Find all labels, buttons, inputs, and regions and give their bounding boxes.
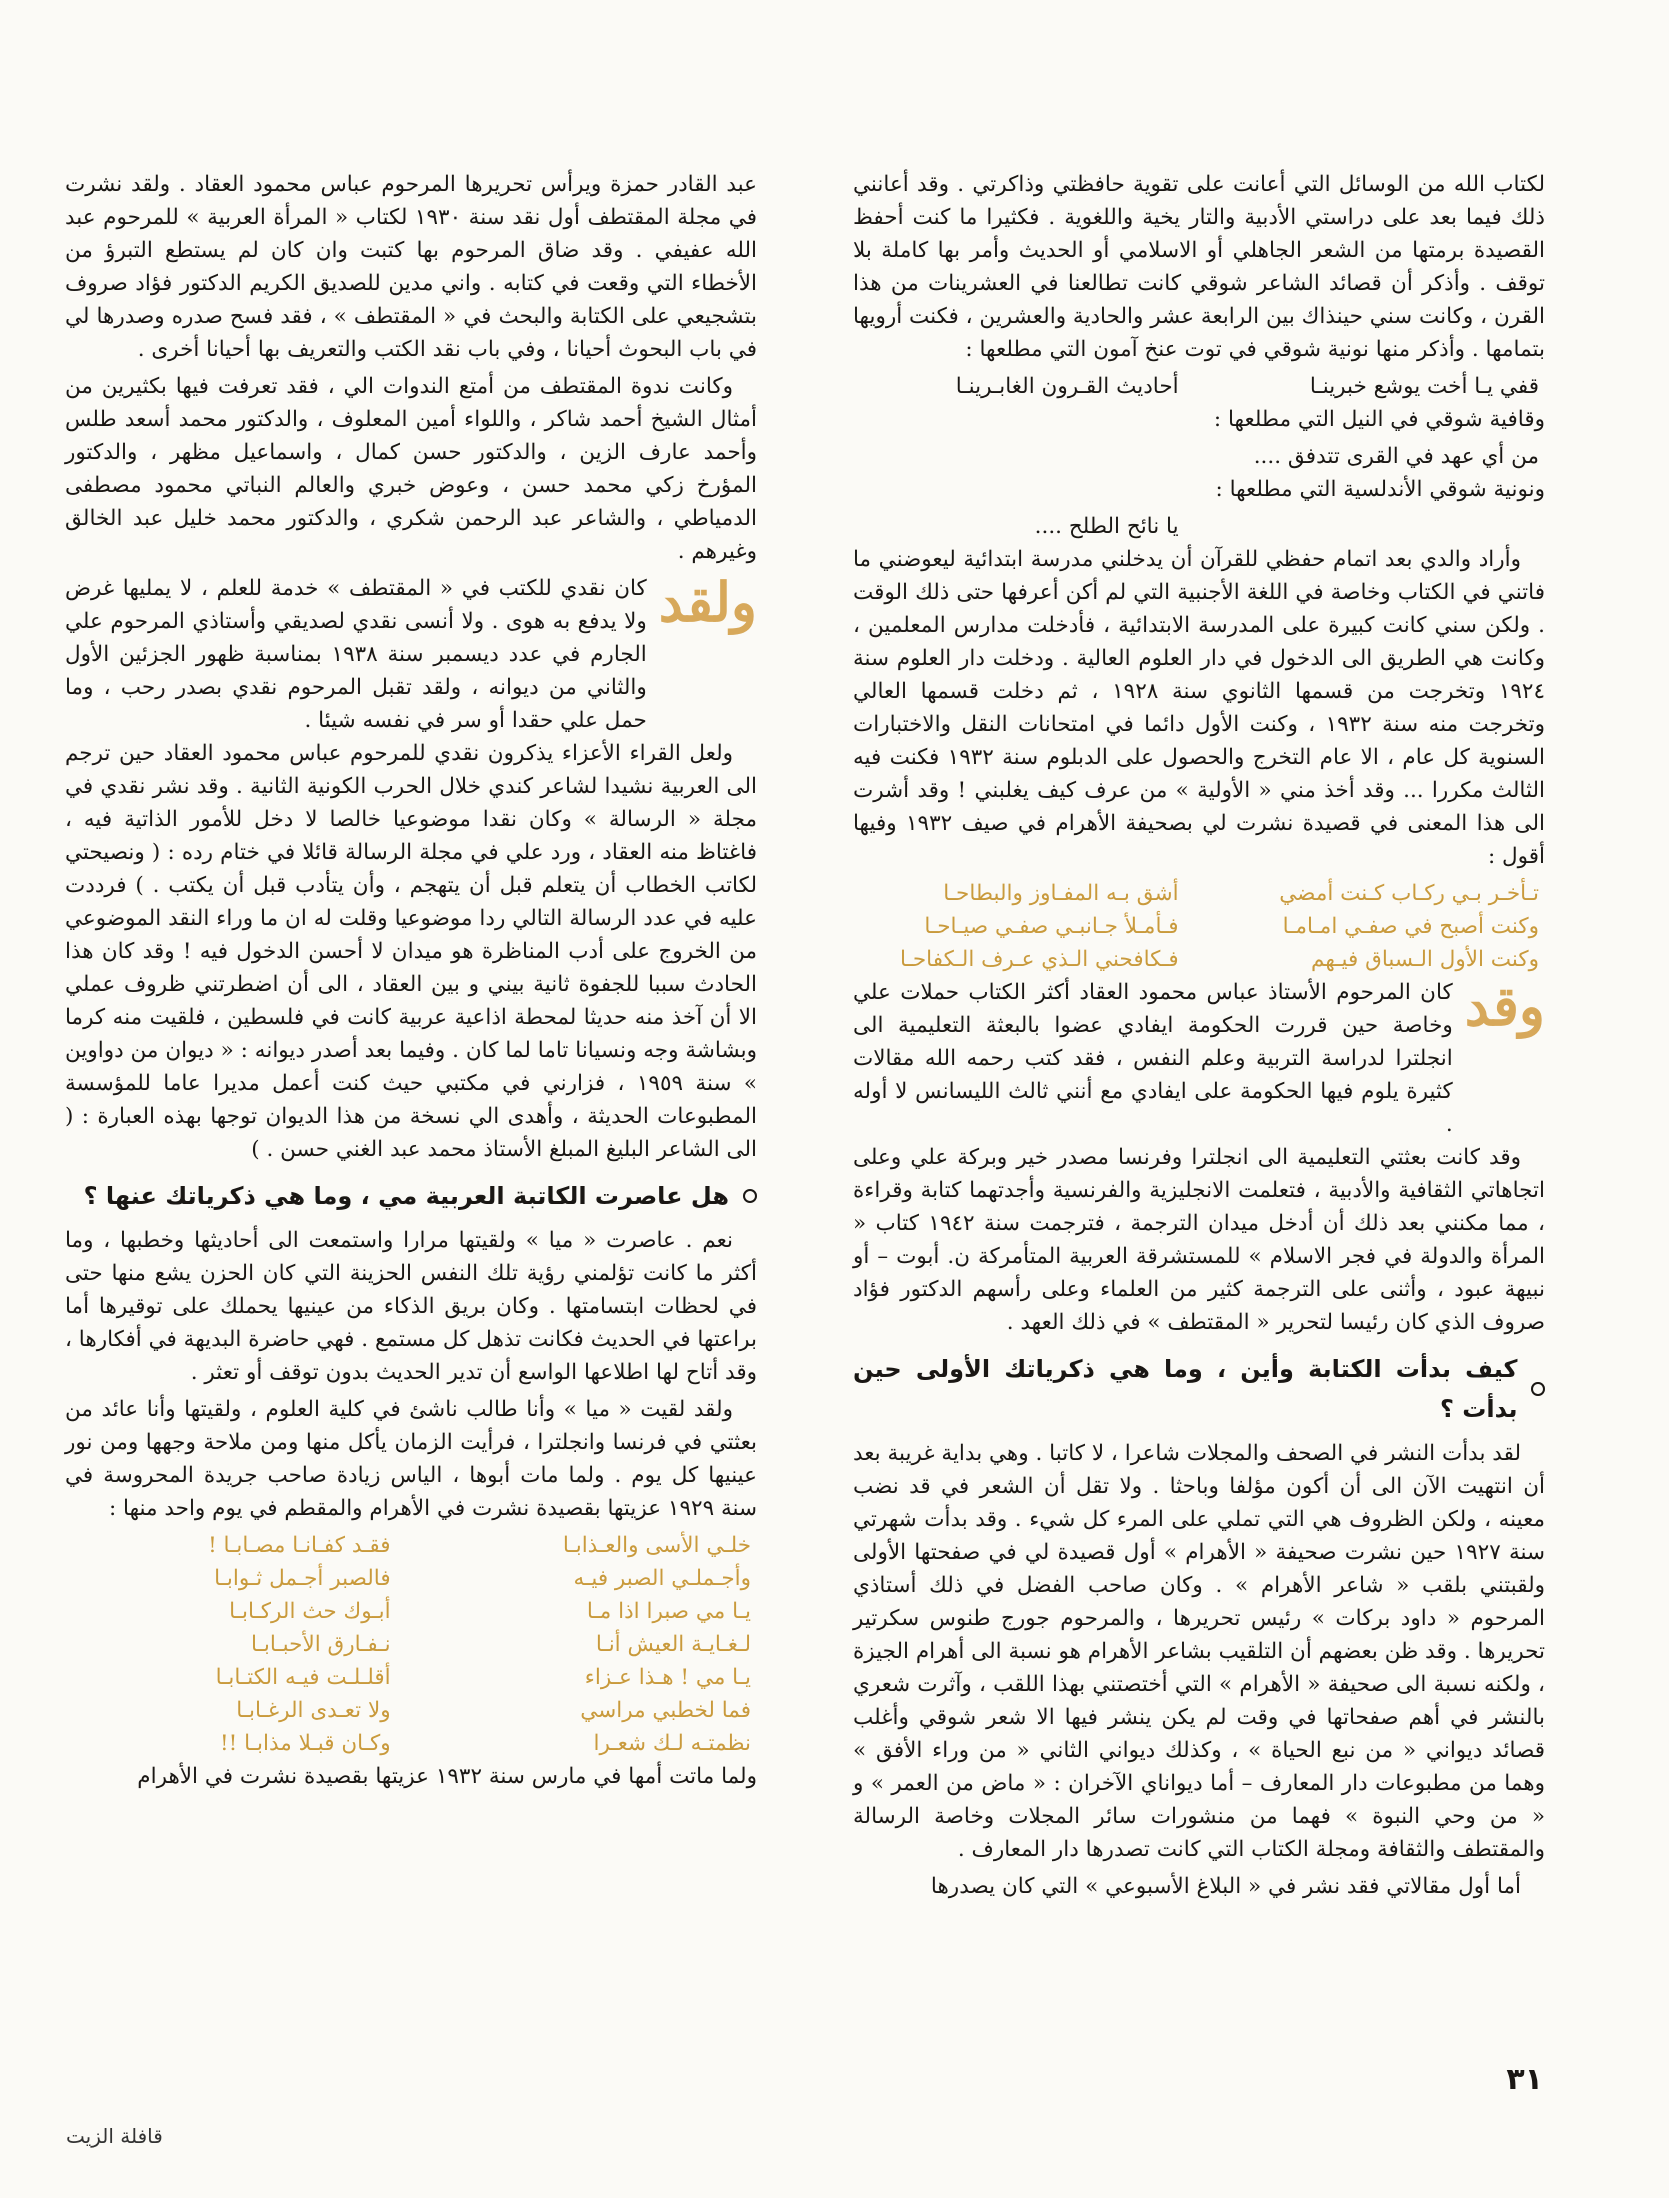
verse-hemistich: فـأمـلأ جـانبـي صفـي صيـاحـا (924, 914, 1179, 939)
verse-line (65, 1661, 757, 1694)
verse-line (65, 1595, 757, 1628)
interview-question (853, 1349, 1545, 1429)
paragraph: كان نقدي للكتب في « المقتطف » خدمة للعلم ، لا يمليها غرض ولا يدفع به هوى . ولا أنسى نقدي لصديقي وأستاذي المرحوم علي الجارم في عدد ديسمبر سنة ١٩٣٨ بمناسبة ظهور الجزئين الأول والثاني من ديوانه ، ولقد تقبل المرحوم نقدي بصدر رحب ، وما حمل علي حقدا أو سر في نفسه شيئا . (65, 576, 647, 733)
verse-hemistich: قفي يـا أخت يوشع خبرينـا (1309, 374, 1539, 399)
question-text: هل عاصرت الكاتبة العربية مي ، وما هي ذكرياتك عنها ؟ (83, 1182, 729, 1210)
verse-hemistich: خلـي الأسى والعـذابـا (562, 1533, 751, 1558)
verse-hemistich: أقلـلـت فيـه الكتـابـا (215, 1665, 391, 1690)
question-text: كيف بدأت الكتابة وأين ، وما هي ذكرياتك الأولى حين بدأت ؟ (853, 1355, 1518, 1423)
verse-line (65, 1727, 757, 1760)
verse-hemistich: فالصبر أجـمل ثـوابـا (214, 1566, 391, 1591)
verse-hemistich: يـا مي ! هـذا عـزاء (584, 1665, 751, 1690)
verse-hemistich: أحاديث القـرون الغابـرينـا (955, 374, 1179, 399)
paragraph: وأراد والدي بعد اتمام حفظي للقرآن أن يدخلني مدرسة ابتدائية ليعوضني ما فاتني في الكتاب وخاصة في اللغة الأجنبية التي لم أكن أعرفها حتى ذلك الوقت . ولكن سني كانت كبيرة على المدرسة الابتدائية ، فأدخلت مدارس المعلمين ، وكانت هي الطريق الى الدخول في دار العلوم العالية . ودخلت دار العلوم سنة ١٩٢٤ وتخرجت من قسمها الثانوي سنة ١٩٢٨ ، ثم دخلت قسمها العالي وتخرجت منه سنة ١٩٣٢ ، وكنت الأول دائما في امتحانات النقل والاختبارات السنوية كل عام ، الا عام التخرج والحصول على الدبلوم سنة ١٩٣٢ فكنت فيه الثالث مكررا ... وقد أخذ مني « الأولية » من عرف كيف يغلبني ! وقد أشرت الى هذا المعنى في قصيدة نشرت لي بصحيفة الأهرام في صيف ١٩٣٢ وفيها أقول : (853, 547, 1546, 869)
paragraph: ونونية شوقي الأندلسية التي مطلعها : (1215, 477, 1545, 502)
magazine-name: قافلة الزيت (66, 2124, 163, 2148)
verse-hemistich: وكنت الأول الـسباق فيـهم (1311, 947, 1539, 972)
paragraph: وقافية شوقي في النيل التي مطلعها : (1213, 407, 1545, 432)
poem-block (853, 877, 1545, 976)
paragraph: أما أول مقالاتي فقد نشر في « البلاغ الأسبوعي » التي كان يصدرها (930, 1874, 1521, 1899)
paragraph: وكانت ندوة المقتطف من أمتع الندوات الي ، فقد تعرفت فيها بكثيرين من أمثال الشيخ أحمد شاكر ، واللواء أمين المعلوف ، والدكتور محمد أسعد طلس وأحمد عارف الزين ، والدكتور حسن كمال ، واسماعيل مظهر ، والدكتور المؤرخ زكي محمد حسن ، وعوض خبري والعالم النباتي محمود مصطفى الدمياطي ، والشاعر عبد الرحمن شكري ، والدكتور محمد خليل عبد الخالق وغيرهم . (65, 374, 757, 564)
verse-hemistich: نـفـارق الأحبـابـا (250, 1632, 391, 1657)
verse-line (853, 877, 1545, 910)
paragraph: وقد كانت بعثتي التعليمية الى انجلترا وفرنسا مصدر خير وبركة علي وعلى اتجاهاتي الثقافية والأدبية ، فتعلمت الانجليزية والفرنسية وأجدتهما كتابة وقراءة ، مما مكنني بعد ذلك أن أدخل ميدان الترجمة ، فترجمت سنة ١٩٤٢ كتاب « المرأة والدولة في فجر الاسلام » للمستشرقة العربية المتأمركة ن. أبوت – أو نبيهة عبود ، وأثنى على الترجمة كثير من العلماء وعلى رأسهم الدكتور فؤاد صروف الذي كان رئيسا لتحرير « المقتطف » في ذلك العهد . (853, 1145, 1545, 1335)
verse-hemistich: فقـد كفـانـا مصـابـا ! (208, 1533, 391, 1558)
circle-bullet-icon (1531, 1382, 1545, 1396)
dropcap: ولقد (658, 570, 757, 634)
paragraph: نعم . عاصرت « ميا » ولقيتها مرارا واستمعت الى أحاديثها وخطبها ، وما أكثر ما كانت تؤلمني رؤية تلك النفس الحزينة التي كان الحزن يشع منها حتى في لحظات ابتسامتها . وكان بريق الذكاء من عينيها يحملك على توقيرها أما براعتها في الحديث فكانت تذهل كل مستمع . فهي حاضرة البديهة في أفكارها ، وقد أتاح لها اطلاعها الواسع أن تدير الحديث بدون توقف أو تعثر . (65, 1228, 757, 1385)
verse-hemistich (1219, 510, 1539, 543)
circle-bullet-icon (743, 1189, 757, 1203)
verse-line (65, 1562, 757, 1595)
paragraph: لقد بدأت النشر في الصحف والمجلات شاعرا ، لا كاتبا . وهي بداية غريبة بعد أن انتهيت الآن الى أن أكون مؤلفا وباحثا . ولا تقل أن الشعر في قد نضب معينه ، ولكن الظروف هي التي تملي على المرء كل شيء . وقد بدأت شهرتي سنة ١٩٢٧ حين نشرت صحيفة « الأهرام » أول قصيدة لي في صفحتها الأولى ولقبتني بلقب « شاعر الأهرام » . وكان صاحب الفضل في ذلك أستاذي المرحوم « داود بركات » رئيس تحريرها ، والمرحوم جورج طنوس سكرتير تحريرها . وقد ظن بعضهم أن التلقيب بشاعر الأهرام هو نسبة الى أهرام الجيزة ، ولكنه نسبة الى صحيفة « الأهرام » التي أختصتني بهذا اللقب ، وآثرت شعري بالنشر في أهم صفحاتها في وقت لم يكن ينشر فيها الا شعر شوقي وأغلب قصائد ديواني « من نبع الحياة » ، وكذلك ديواني الثاني « من وراء الأفق » وهما من مطبوعات دار المعارف – أما ديواناي الآخران : « ماض من العمر » و « من وحي النبوة » فهما من منشورات سائر المجلات وخاصة الرسالة والمقتطف والثقافة ومجلة الكتاب التي كانت تصدرها دار المعارف . (853, 1441, 1545, 1862)
verse-line (853, 440, 1545, 473)
verse-hemistich: يـا مي صبرا اذا مـا (586, 1599, 751, 1624)
right-column (853, 168, 1545, 1907)
verse-hemistich: ولا تعـدى الرغـابـا (236, 1698, 391, 1723)
verse-hemistich (859, 440, 1179, 473)
verse-line (65, 1694, 757, 1727)
verse-line (65, 1529, 757, 1562)
paragraph: ولعل القراء الأعزاء يذكرون نقدي للمرحوم عباس محمود العقاد حين ترجم الى العربية نشيدا لشاعر كندي خلال الحرب الكونية الثانية . وقد نشر نقدي في مجلة « الرسالة » وكان نقدا موضوعيا خالصا لا دخل للأمور الذاتية فيه ، فاغتاظ منه العقاد ، ورد علي في مجلة الرسالة قائلا في ختام رده : ( ونصيحتي لكاتب الخطاب أن يتعلم قبل أن يتهجم ، وأن يتأدب قبل أن يكتب . ) فرددت عليه في عدد الرسالة التالي ردا موضوعيا وقلت له ان ما وراء النقد الموضوعي من الخروج على أدب المناظرة هو ميدان لا أحسن الدخول فيه ! وقد كان هذا الحادث سببا للجفوة ثانية بيني و بين العقاد ، الى أن اضطرتني ظروف عملي الا أن آخذ منه حديثا لمحطة اذاعية عربية كانت في فلسطين ، فلقيت منه كرما وبشاشة وجه ونسيانا تاما لما كان . وفيما بعد أصدر ديوانه : « ديوان من دواوين » سنة ١٩٥٩ ، فزارني في مكتبي حيث كنت أعمل مديرا عاما للمؤسسة المطبوعات الحديثة ، وأهدى الي نسخة من هذا الديوان توجها بهذه العبارة : ( الى الشاعر البليغ المبلغ الأستاذ محمد عبد الغني حسن . ) (65, 741, 757, 1162)
verse-line (853, 510, 1545, 543)
dropcap-paragraph (853, 976, 1545, 1141)
paragraph: كان المرحوم الأستاذ عباس محمود العقاد أكثر الكتاب حملات علي وخاصة حين قررت الحكومة ايفادي عضوا بالبعثة التعليمية الى انجلترا لدراسة التربية وعلم النفس ، فقد كتب رحمه الله مقالات كثيرة يلوم فيها الحكومة على ايفادي مع أنني ثالث الليسانس لا أوله . (853, 980, 1453, 1137)
verse-hemistich: لـغـايـة العيش أنـا (595, 1632, 751, 1657)
left-column (65, 168, 757, 1797)
verse-hemistich: من أي عهد في القرى تتدفق .... (1253, 444, 1539, 469)
verse-hemistich: فـكافحني الـذي عـرف الـكفاحـا (900, 947, 1179, 972)
verse-hemistich: أشق بـه المفـاوز والبطاحـا (943, 881, 1179, 906)
verse-line (853, 943, 1545, 976)
paragraph: ولما ماتت أمها في مارس سنة ١٩٣٢ عزيتها بقصيدة نشرت في الأهرام (137, 1764, 757, 1789)
verse-hemistich: وكنت أصبح في صفـي امـامـا (1282, 914, 1539, 939)
poem-block (65, 1529, 757, 1760)
interview-question (65, 1176, 757, 1216)
verse-hemistich: نظمتـه لـك شعـرا (593, 1731, 751, 1756)
paragraph: عبد القادر حمزة ويرأس تحريرها المرحوم عباس محمود العقاد . ولقد نشرت في مجلة المقتطف أول نقد سنة ١٩٣٠ لكتاب « المرأة العربية » للمرحوم عبد الله عفيفي . وقد ضاق المرحوم بها كتبت وان كان لم يستطع التبرؤ من الأخطاء التي وقعت في كتابه . واني مدين للصديق الكريم الدكتور فؤاد صروف بتشجيعي على الكتابة والبحث في « المقتطف » ، فقد فسح صدره وصدرها لي في باب البحوث أحيانا ، وفي باب نقد الكتب والتعريف بها أحيانا أخرى . (65, 172, 757, 362)
paragraph: ولقد لقيت « ميا » وأنا طالب ناشئ في كلية العلوم ، ولقيتها وأنا عائد من بعثتي في فرنسا وانجلترا ، فرأيت الزمان يأكل منها ومن ملاحة وجهها ومن نور عينيها كل يوم . ولما مات أبوها ، الياس زيادة صاحب جريدة المحروسة في سنة ١٩٢٩ عزيتها بقصيدة نشرت في الأهرام والمقطم في يوم واحد منها : (65, 1397, 757, 1521)
verse-line (65, 1628, 757, 1661)
verse-line (853, 370, 1545, 403)
verse-line (853, 910, 1545, 943)
verse-hemistich: وأجـملـي الصبر فيـه (573, 1566, 751, 1591)
page-number: ٣١ (1506, 2062, 1543, 2097)
dropcap: وقد (1464, 974, 1545, 1038)
verse-hemistich: تـأخـر بـي ركـاب كـنت أمضي (1279, 881, 1539, 906)
verse-hemistich: يا نائح الطلح .... (1034, 514, 1179, 539)
verse-hemistich: وكـان قبـلا مذابـا !! (220, 1731, 391, 1756)
dropcap-paragraph (65, 572, 757, 737)
verse-hemistich: أبـوك حث الركـابـا (229, 1599, 391, 1624)
verse-hemistich: فما لخطبي مراسي (580, 1698, 751, 1723)
paragraph: لكتاب الله من الوسائل التي أعانت على تقوية حافظتي وذاكرتي . وقد أعانني ذلك فيما بعد على دراستي الأدبية والتار يخية واللغوية . فكثيرا ما كنت أحفظ القصيدة برمتها من الشعر الجاهلي أو الاسلامي أو الحديث وأمر بها كاملة بلا توقف . وأذكر أن قصائد الشاعر شوقي كانت تطالعنا في العشرينات من هذا القرن ، وكانت سني حينذاك بين الرابعة عشر والحادية والعشرين ، فكنت أرويها بتمامها . وأذكر منها نونية شوقي في توت عنخ آمون التي مطلعها : (853, 172, 1545, 362)
